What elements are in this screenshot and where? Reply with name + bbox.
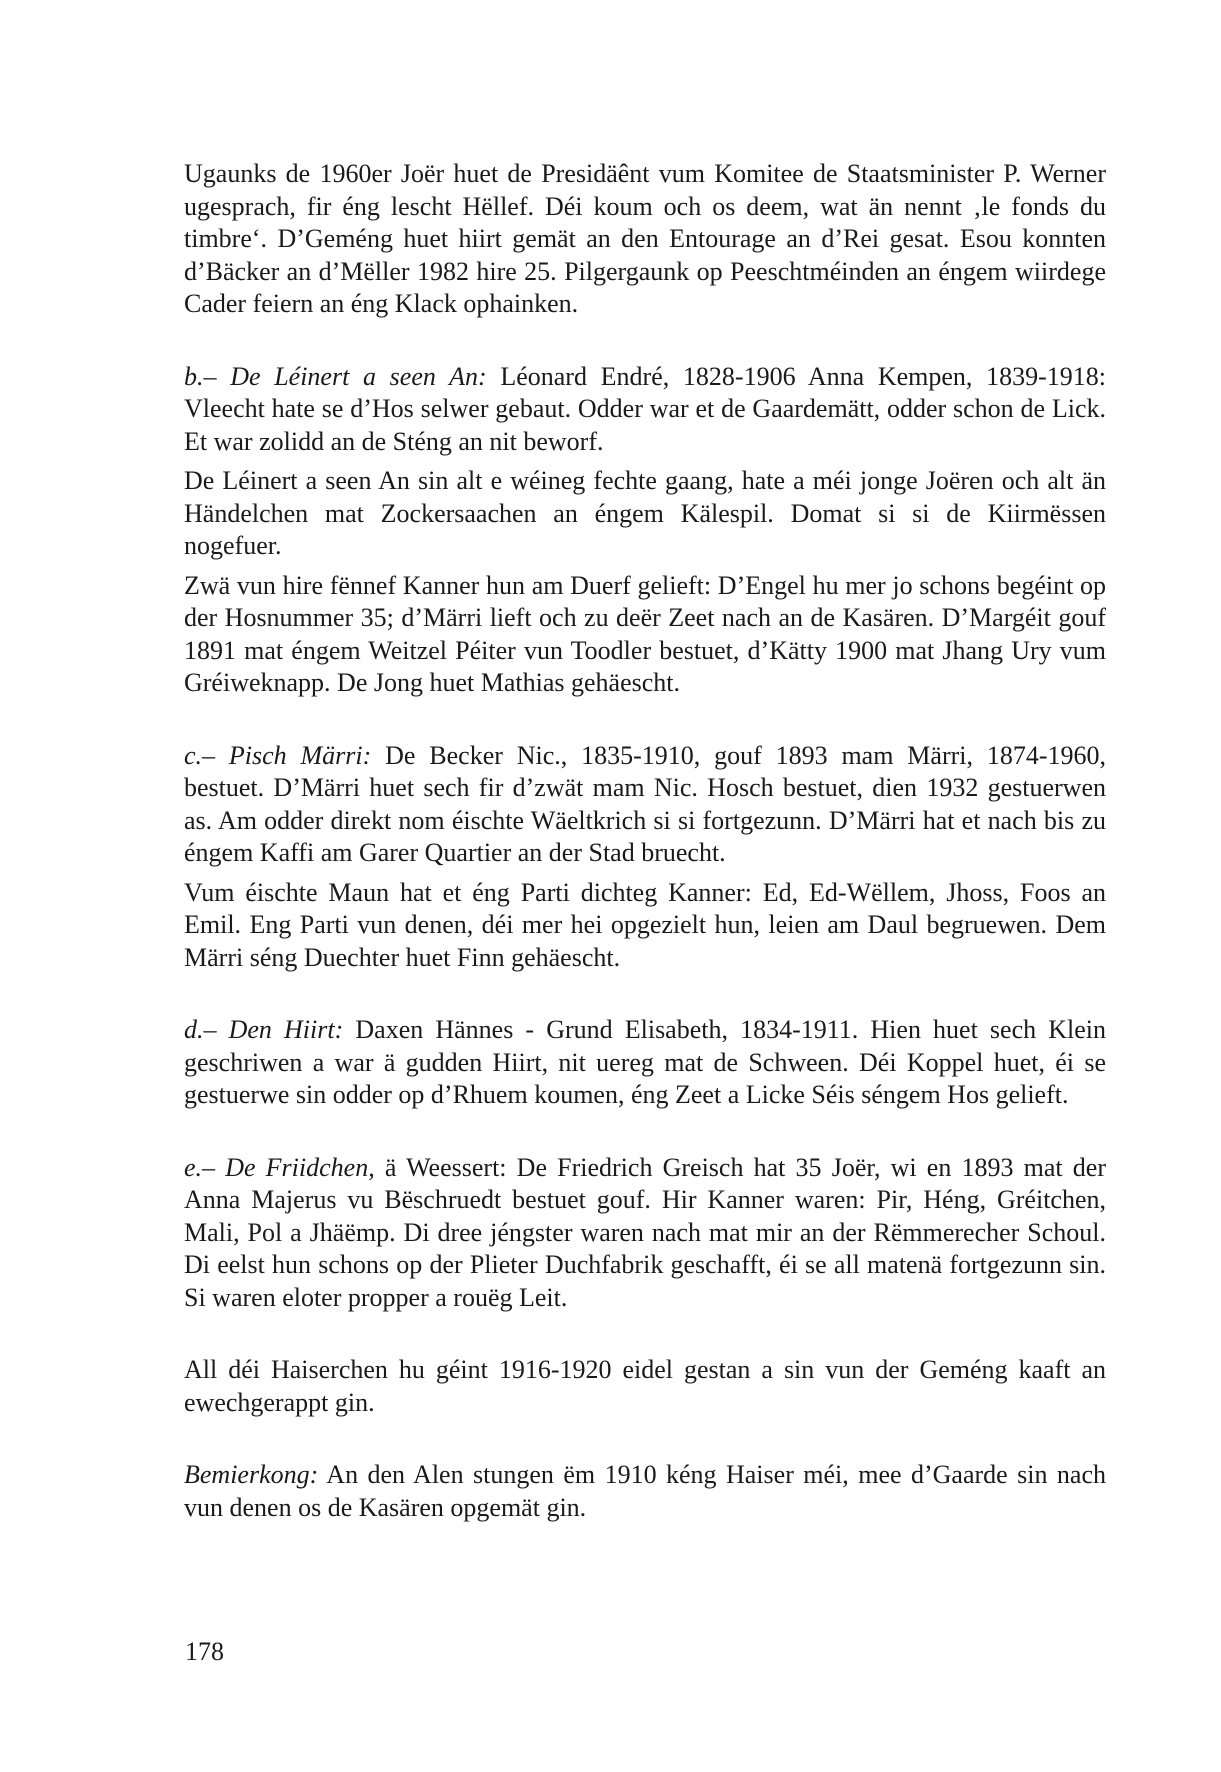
section-heading: d.– Den Hiirt: bbox=[184, 1015, 344, 1044]
page-number: 178 bbox=[185, 1637, 224, 1666]
section-heading: e.– De Friidchen, bbox=[184, 1152, 375, 1182]
paragraph-section-d bbox=[184, 1014, 1106, 1112]
paragraph-section-e bbox=[184, 1152, 1106, 1315]
section-heading: b.– De Léinert a seen An: bbox=[184, 361, 487, 391]
paragraph-section-b bbox=[184, 361, 1106, 459]
paragraph-section-c bbox=[184, 740, 1106, 870]
paragraph-text: ä Weessert: De Friedrich Greisch hat 35 Joër, wi en 1893 mat der Anna Majerus vu Bëschruedt bestuet gouf. Hir Kanner waren: Pir, Héng, Gréitchen, Mali, Pol a Jhäëmp. Di dree jéngster waren nach mat mir an der Rëmmerecher Schoul. Di eelst hun schons op der Plieter Duchfabrik geschafft, éi se all matenä fortgezunn sin. Si waren eloter propper a rouëg Leit. bbox=[184, 1152, 1106, 1312]
section-heading: c.– Pisch Märri: bbox=[184, 740, 372, 770]
paragraph-remark bbox=[184, 1459, 1106, 1524]
paragraph-section-b-3 bbox=[184, 570, 1106, 700]
paragraph-intro bbox=[184, 158, 1106, 321]
paragraph-text: De Léinert a seen An sin alt e wéineg fechte gaang, hate a méi jonge Joëren och alt än Händelchen mat Zockersaachen an éngem Kälespil. Domat si si de Kiirmëssen nogefuer. bbox=[184, 466, 1106, 560]
paragraph-text: An den Alen stungen ëm 1910 kéng Haiser méi, mee d’Gaarde sin nach vun denen os de Kasären opgemät gin. bbox=[184, 1460, 1106, 1522]
paragraph-section-c-2 bbox=[184, 877, 1106, 975]
paragraph-text: Ugaunks de 1960er Joër huet de Presidäênt vum Komitee de Staatsminister P. Werner ugesprach, fir éng lescht Hëllef. Déi koum och os deem, wat än nennt ‚le fonds du timbre‘. D’Geméng huet hiirt gemät an den Entourage an d’Rei gesat. Esou konnten d’Bäcker an d’Mëller 1982 hire 25. Pilgergaunk op Peeschtméinden an éngem wiirdege Cader feiern an éng Klack ophainken. bbox=[184, 159, 1106, 318]
paragraph-summary bbox=[184, 1354, 1106, 1419]
text-column bbox=[184, 158, 1106, 1524]
paragraph-text: Daxen Hännes - Grund Elisabeth, 1834-1911. Hien huet sech Klein geschriwen a war ä gudden Hiirt, nit uereg mat de Schween. Déi Koppel huet, éi se gestuerwe sin odder op d’Rhuem koumen, éng Zeet a Licke Séis séngem Hos gelieft. bbox=[184, 1015, 1106, 1109]
section-heading: Bemierkong: bbox=[184, 1460, 319, 1489]
paragraph-text: Vum éischte Maun hat et éng Parti dichteg Kanner: Ed, Ed-Wëllem, Jhoss, Foos an Emil. Eng Parti vun denen, déi mer hei opgezielt hun, leien am Daul begruewen. Dem Märri séng Duechter huet Finn gehäescht. bbox=[184, 877, 1106, 972]
paragraph-text: Zwä vun hire fënnef Kanner hun am Duerf gelieft: D’Engel hu mer jo schons begéint op der Hosnummer 35; d’Märri lieft och zu deër Zeet nach an de Kasären. D’Margéit gouf 1891 mat éngem Weitzel Péiter vun Toodler bestuet, d’Kätty 1900 mat Jhang Ury vum Gréiweknapp. De Jong huet Mathias gehäescht. bbox=[184, 570, 1106, 697]
paragraph-section-b-2 bbox=[184, 465, 1106, 563]
paragraph-text: All déi Haiserchen hu géint 1916-1920 eidel gestan a sin vun der Geméng kaaft an ewechgerappt gin. bbox=[184, 1355, 1106, 1417]
paragraph-text: Léonard Endré, 1828-1906 Anna Kempen, 1839-1918: Vleecht hate se d’Hos selwer gebaut. Odder war et de Gaardemätt, odder schon de Lick. Et war zolidd an de Sténg an nit beworf. bbox=[184, 361, 1107, 456]
paragraph-text: De Becker Nic., 1835-1910, gouf 1893 mam Märri, 1874-1960, bestuet. D’Märri huet sech fir d’zwät mam Nic. Hosch bestuet, dien 1932 gestuerwen as. Am odder direkt nom éischte Wäeltkrich si si fortgezunn. D’Märri hat et nach bis zu éngem Kaffi am Garer Quartier an der Stad bruecht. bbox=[184, 740, 1106, 867]
